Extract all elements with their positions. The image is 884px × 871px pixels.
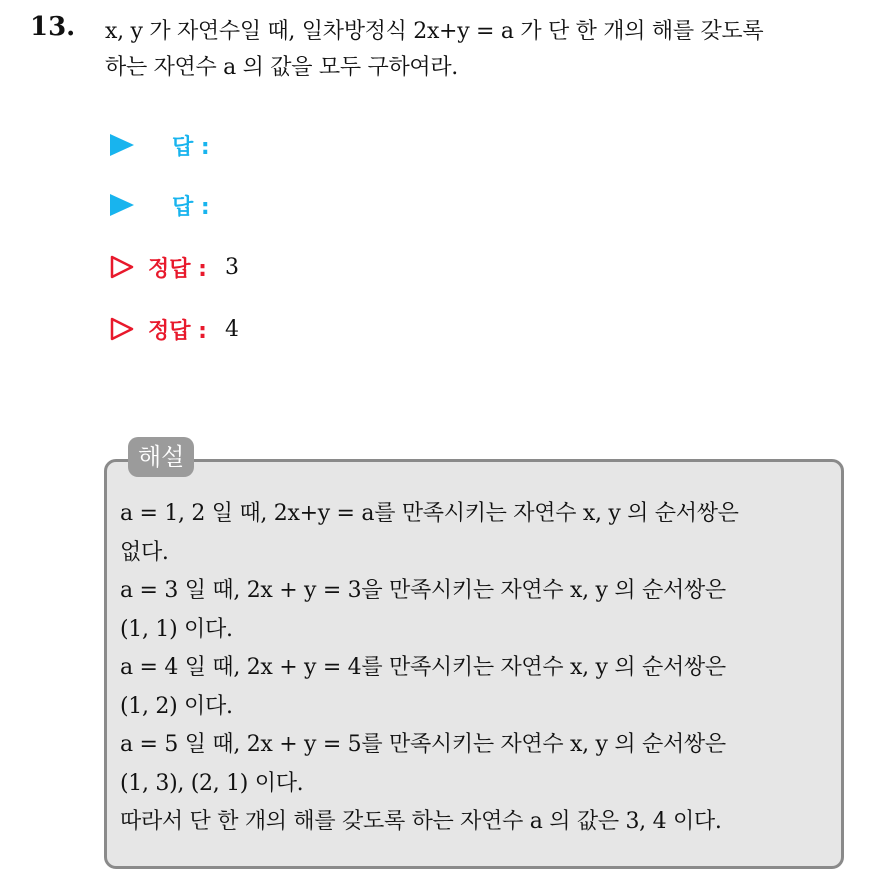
outline-triangle-icon [110, 255, 134, 279]
correct-answer-label: 정답 : [148, 256, 207, 282]
solution-line: (1, 2) 이다. [120, 693, 233, 719]
correct-answer-row-1 [110, 250, 239, 284]
answer-label: 답 : [172, 134, 210, 160]
solution-line: (1, 1) 이다. [120, 616, 233, 642]
question-number: 13. [30, 12, 76, 42]
answer-blank-row-2 [110, 188, 210, 222]
solution-line: 따라서 단 한 개의 해를 갖도록 하는 자연수 a 의 값은 3, 4 이다. [120, 809, 722, 834]
question-line-2: 하는 자연수 a 의 값을 모두 구하여라. [105, 55, 458, 80]
solution-line: (1, 3), (2, 1) 이다. [120, 770, 304, 796]
correct-answer-value: 3 [224, 254, 239, 280]
solution-line: a = 1, 2 일 때, 2x+y = a를 만족시키는 자연수 x, y 의 순서쌍은 [120, 501, 739, 526]
play-triangle-icon [110, 134, 134, 156]
answer-label: 답 : [172, 194, 210, 220]
solution-line: 없다. [120, 539, 169, 565]
answer-blank-row-1 [110, 128, 210, 162]
correct-answer-label: 정답 : [148, 318, 207, 344]
outline-triangle-icon [110, 317, 134, 341]
play-triangle-icon [110, 194, 134, 216]
question-text [105, 14, 865, 86]
solution-line: a = 4 일 때, 2x + y = 4를 만족시키는 자연수 x, y 의 순서쌍은 [120, 655, 726, 680]
solution-line: a = 3 일 때, 2x + y = 3을 만족시키는 자연수 x, y 의 순서쌍은 [120, 578, 726, 603]
correct-answer-row-2 [110, 312, 239, 346]
correct-answer-value: 4 [224, 316, 239, 342]
question-line-1: x, y 가 자연수일 때, 일차방정식 2x+y = a 가 단 한 개의 해를 갖도록 [105, 19, 764, 44]
solution-line: a = 5 일 때, 2x + y = 5를 만족시키는 자연수 x, y 의 순서쌍은 [120, 732, 726, 757]
solution-text [120, 495, 835, 842]
solution-tag: 해설 [128, 437, 194, 477]
